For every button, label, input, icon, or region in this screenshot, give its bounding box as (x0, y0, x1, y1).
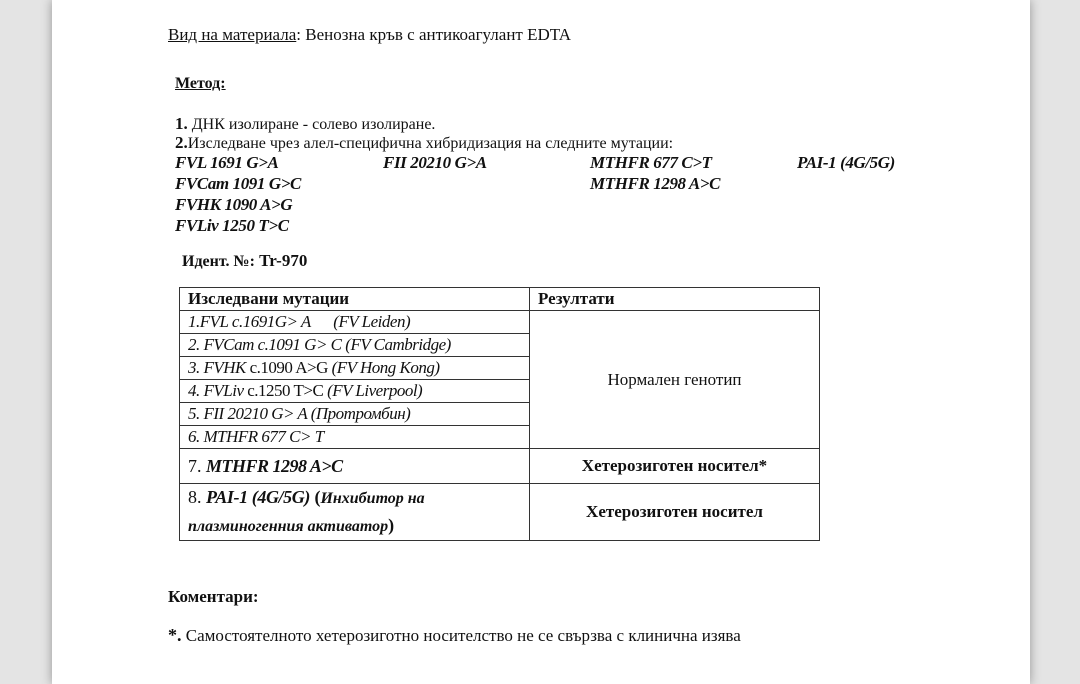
comments-title: Коментари: (168, 587, 259, 606)
ident-label: Идент. №: (182, 253, 255, 270)
mutation-mthfr1298: MTHFR 1298 A>C (590, 174, 721, 193)
comment-line (168, 625, 741, 646)
mutation-cell: 2. FVCam c.1091 G> C (FV Cambridge) (180, 334, 530, 357)
mutation-fvliv: FVLiv 1250 T>C (175, 216, 289, 235)
results-table (179, 287, 820, 541)
header-mutations: Изследвани мутации (180, 288, 530, 311)
mutation-cell: 8. PAI-1 (4G/5G) (Инхибитор на плазминогенния активатор) (180, 484, 530, 541)
result-cell: Хетерозиготен носител (530, 484, 820, 541)
method-step-2 (175, 133, 673, 153)
mutation-cell: 4. FVLiv c.1250 T>C (FV Liverpool) (180, 380, 530, 403)
mutation-cell: 1.FVL c.1691G> A (FV Leiden) (180, 311, 530, 334)
mutation-fii: FII 20210 G>A (383, 153, 487, 172)
mutation-cell: 5. FII 20210 G> A (Протромбин) (180, 403, 530, 426)
table-row (180, 311, 820, 334)
comment-text: Самостоятелното хетерозиготно носителство не се свързва с клинична изява (181, 626, 741, 645)
mutation-cell: 7. MTHFR 1298 A>C (180, 449, 530, 484)
table-row (180, 449, 820, 484)
mutation-mthfr677: MTHFR 677 C>T (590, 153, 712, 172)
mutation-fvcam: FVCam 1091 G>C (175, 174, 301, 193)
group-result-cell: Нормален генотип (530, 311, 820, 449)
method-title: Метод: (175, 75, 226, 92)
material-label: Вид на материала (168, 25, 297, 44)
comment-star: *. (168, 625, 182, 645)
mutation-fvl: FVL 1691 G>A (175, 153, 279, 172)
material-line (168, 25, 571, 45)
material-value: : Венозна кръв с антикоагулант EDTA (296, 25, 572, 44)
result-cell: Хетерозиготен носител* (530, 449, 820, 484)
step-2-text: Изследване чрез алел-специфична хибридизация на следните мутации: (187, 135, 674, 152)
ident-value: Tr-970 (254, 251, 308, 270)
header-results: Резултати (530, 288, 820, 311)
table-row (180, 484, 820, 541)
mutation-cell: 3. FVHK c.1090 A>G (FV Hong Kong) (180, 357, 530, 380)
method-step-1 (175, 114, 435, 134)
mutation-pai1: PAI-1 (4G/5G) (797, 153, 895, 172)
ident-line (182, 251, 307, 271)
mutation-cell: 6. MTHFR 677 C> T (180, 426, 530, 449)
step-2-number: 2. (175, 133, 188, 152)
table-header-row (180, 288, 820, 311)
step-1-text: ДНК изолиране - солево изолиране. (187, 116, 436, 133)
mutation-fvhk: FVHK 1090 A>G (175, 195, 293, 214)
document-page (52, 0, 1030, 684)
step-1-number: 1. (175, 114, 188, 133)
